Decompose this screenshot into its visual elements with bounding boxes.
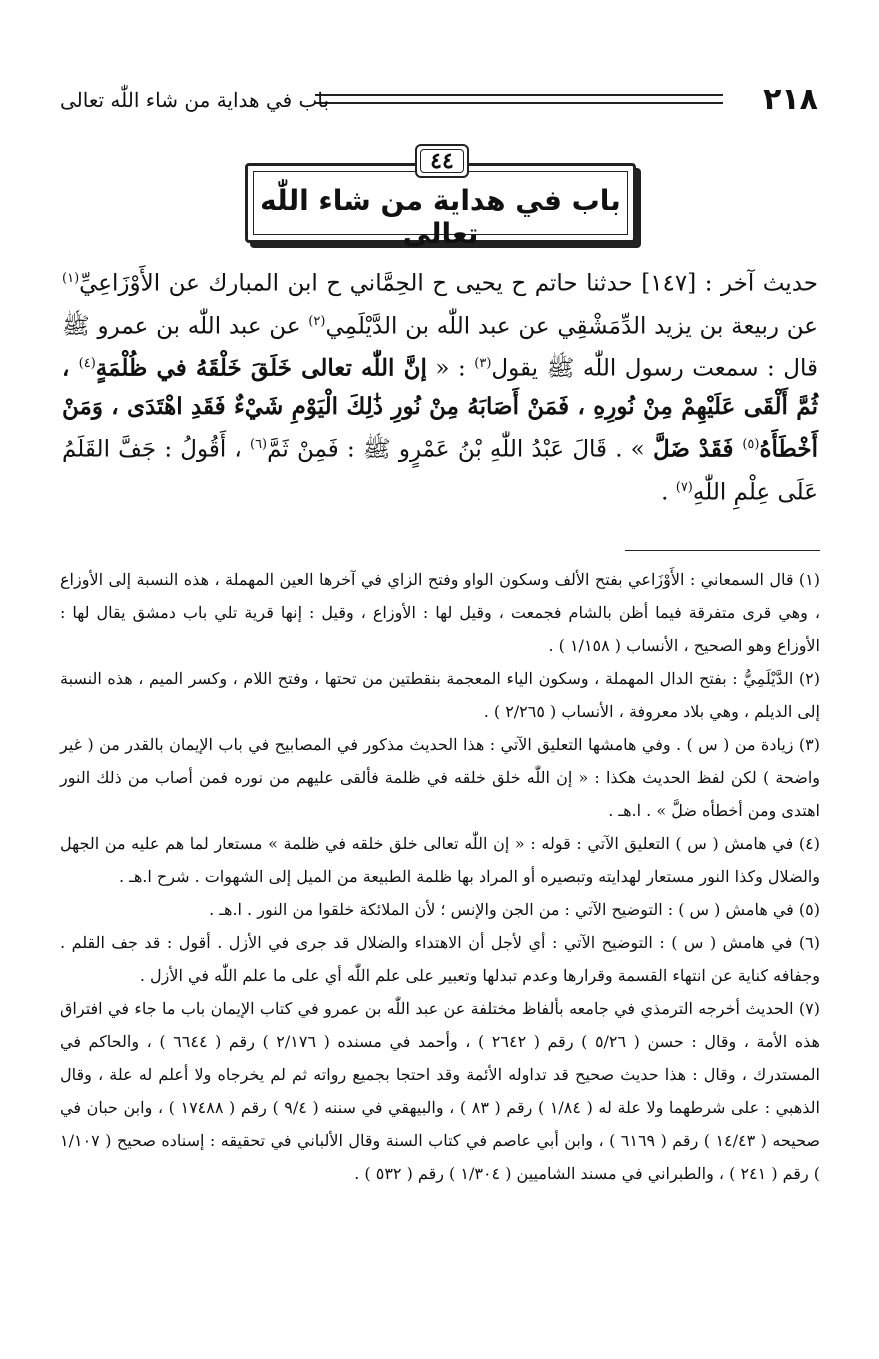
footnote-4: (٤) في هامش ( س ) التعليق الآتي : قوله : « إن اللّٰه تعالى خلق خلقه في ظلمة » مستعار لما هم عليه من الجهل والضلال وكذا النور مستعار لهدايته وتبصيره أو المراد بها ظلمة الطبيعة من الميل إلى الشهوات . شرح ا.هـ . xyxy=(60,834,820,886)
footnote-5: (٥) في هامش ( س ) : التوضيح الآتي : من الجن والإنس ؛ لأن الملائكة خلقوا من النور . ا.هـ . xyxy=(209,900,820,919)
footnotes xyxy=(60,563,820,1190)
footnote-ref-3: (٣) xyxy=(474,356,492,372)
isnad-part-2: عن ربيعة بن يزيد الدِّمَشْقِي عن عبد اللّٰه بن الدَّيْلَمِي xyxy=(325,313,818,340)
footnote-7: (٧) الحديث أخرجه الترمذي في جامعه بألفاظ مختلفة عن عبد اللّٰه بن عمرو في كتاب الإيمان باب ما جاء في افتراق هذه الأمة ، وقال : حسن ( ٥/٢٦ ) رقم ( ٢٦٤٢ ) ، وأحمد في مسنده ( ٢/١٧٦ ) رقم ( ٦٦٤٤ ) ، والحاكم في المستدرك ، وقال : هذا حديث صحيح قد تداوله الأئمة وقد احتجا بجميع رواته ثم لم يخرجاه ولا أعلم له علة ، وقال الذهبي : على شرطهما ولا علة له ( ١/٨٤ ) رقم ( ٨٣ ) ، والبيهقي في سننه ( ٩/٤ ) رقم ( ١٧٤٨٨ ) ، وابن حبان في صحيحه ( ١٤/٤٣ ) رقم ( ٦١٦٩ ) ، وابن أبي عاصم في كتاب السنة وقال الألباني في تحقيقه : إسناده صحيح ( ١/١٠٧ ) رقم ( ٢٤١ ) ، والطبراني في مسند الشاميين ( ١/٣٠٤ ) رقم ( ٥٣٢ ) . xyxy=(60,999,820,1183)
running-title: باب في هداية من شاء اللّٰه تعالى xyxy=(60,88,330,112)
footnote-ref-4: (٤) xyxy=(78,356,96,372)
hadith-paragraph xyxy=(62,260,818,511)
footnote-ref-5: (٥) xyxy=(742,436,760,452)
footnote-ref-7: (٧) xyxy=(675,479,693,495)
isnad-part-3: عن عبد اللّٰه بن عمرو ﷺ قال : سمعت رسول اللّٰه ﷺ يقول xyxy=(62,313,818,382)
matn-part-1: إنَّ اللّٰه تعالى خَلَقَ خَلْقَهُ في ظُلْمَةٍ xyxy=(95,354,427,382)
footnote-1: (١) قال السمعاني : الأَوْزَاعي بفتح الألف وسكون الواو وفتح الزاي في آخرها العين المهملة ، هذه النسبة إلى الأوزاع ، وهي قرى متفرقة فيما أظن بالشام فجمعت ، وقيل لها : الأوزاع ، وقيل : إنها قرية تلي باب دمشق يقال لها : الأوزاع وهو الصحيح ، الأنساب ( ١/١٥٨ ) . xyxy=(60,570,820,655)
chapter-title: باب في هداية من شاء اللّٰه تعالى xyxy=(260,184,621,250)
narrator-saying: ، أَقُولُ : جَفَّ القَلَمُ عَلَى عِلْمِ اللّٰهِ xyxy=(62,436,818,506)
footnote-separator xyxy=(625,550,820,551)
page-number: ٢١٨ xyxy=(763,82,818,117)
footnote-ref-2: (٢) xyxy=(308,313,326,329)
footnote-3: (٣) زيادة من ( س ) . وفي هامشها التعليق الآتي : هذا الحديث مذكور في المصابيح في باب الإيمان بالقدر من ( غير واضحة ) لكن لفظ الحديث هكذا : « إن اللّٰه خلق خلقه في ظلمة فألقى عليهم من نوره فمن أصاب من ذلك النور اهتدى ومن أخطأه ضلَّ » . ا.هـ . xyxy=(60,735,820,820)
footnote-ref-6: (٦) xyxy=(249,436,268,452)
matn-part-3: فَقَدْ ضَلَّ xyxy=(652,435,743,463)
footnote-6: (٦) في هامش ( س ) : التوضيح الآتي : أي لأجل أن الاهتداء والضلال قد جرى في الأزل . أقول : قد جف القلم . وجفافه كناية عن انتهاء القسمة وقرارها وعدم تبدلها وتعبير على علم اللّٰه أي على ما علم اللّٰه في الأزل . xyxy=(60,933,820,985)
isnad-part-1: حديث آخر : [١٤٧] حدثنا حاتم ح يحيى ح الحِمَّاني ح ابن المبارك عن الأَوْزَاعِيِّ xyxy=(79,270,818,297)
closing-period: . xyxy=(661,479,676,506)
chapter-number: ٤٤ xyxy=(430,148,454,174)
page-header xyxy=(60,80,818,120)
footnote-ref-1: (١) xyxy=(62,271,80,286)
quote-open: : « xyxy=(426,355,475,382)
hadith-text xyxy=(62,260,818,511)
matn-part-2: ، ثُمَّ أَلْقَى عَلَيْهِمْ مِنْ نُورِهِ ، فَمَنْ أَصَابَهُ مِنْ نُورِ ذَٰلِكَ الْيَوْمِ شَيْءٌ فَقَدِ اهْتَدَى ، وَمَنْ أَخْطَأَهُ xyxy=(62,354,819,463)
header-double-rule xyxy=(315,94,723,104)
narrator-comment: » . قَالَ عَبْدُ اللّٰهِ بْنُ عَمْرٍو ﷺ : فَمِنْ ثَمَّ xyxy=(267,436,653,463)
chapter-number-badge xyxy=(415,144,469,178)
footnote-2: (٢) الدَّيْلَمِيُّ : بفتح الدال المهملة ، وسكون الياء المعجمة بنقطتين من تحتها ، وفتح اللام ، وكسر الميم ، هذه النسبة إلى الديلم ، وهي بلاد معروفة ، الأنساب ( ٢/٢٦٥ ) . xyxy=(60,669,820,721)
